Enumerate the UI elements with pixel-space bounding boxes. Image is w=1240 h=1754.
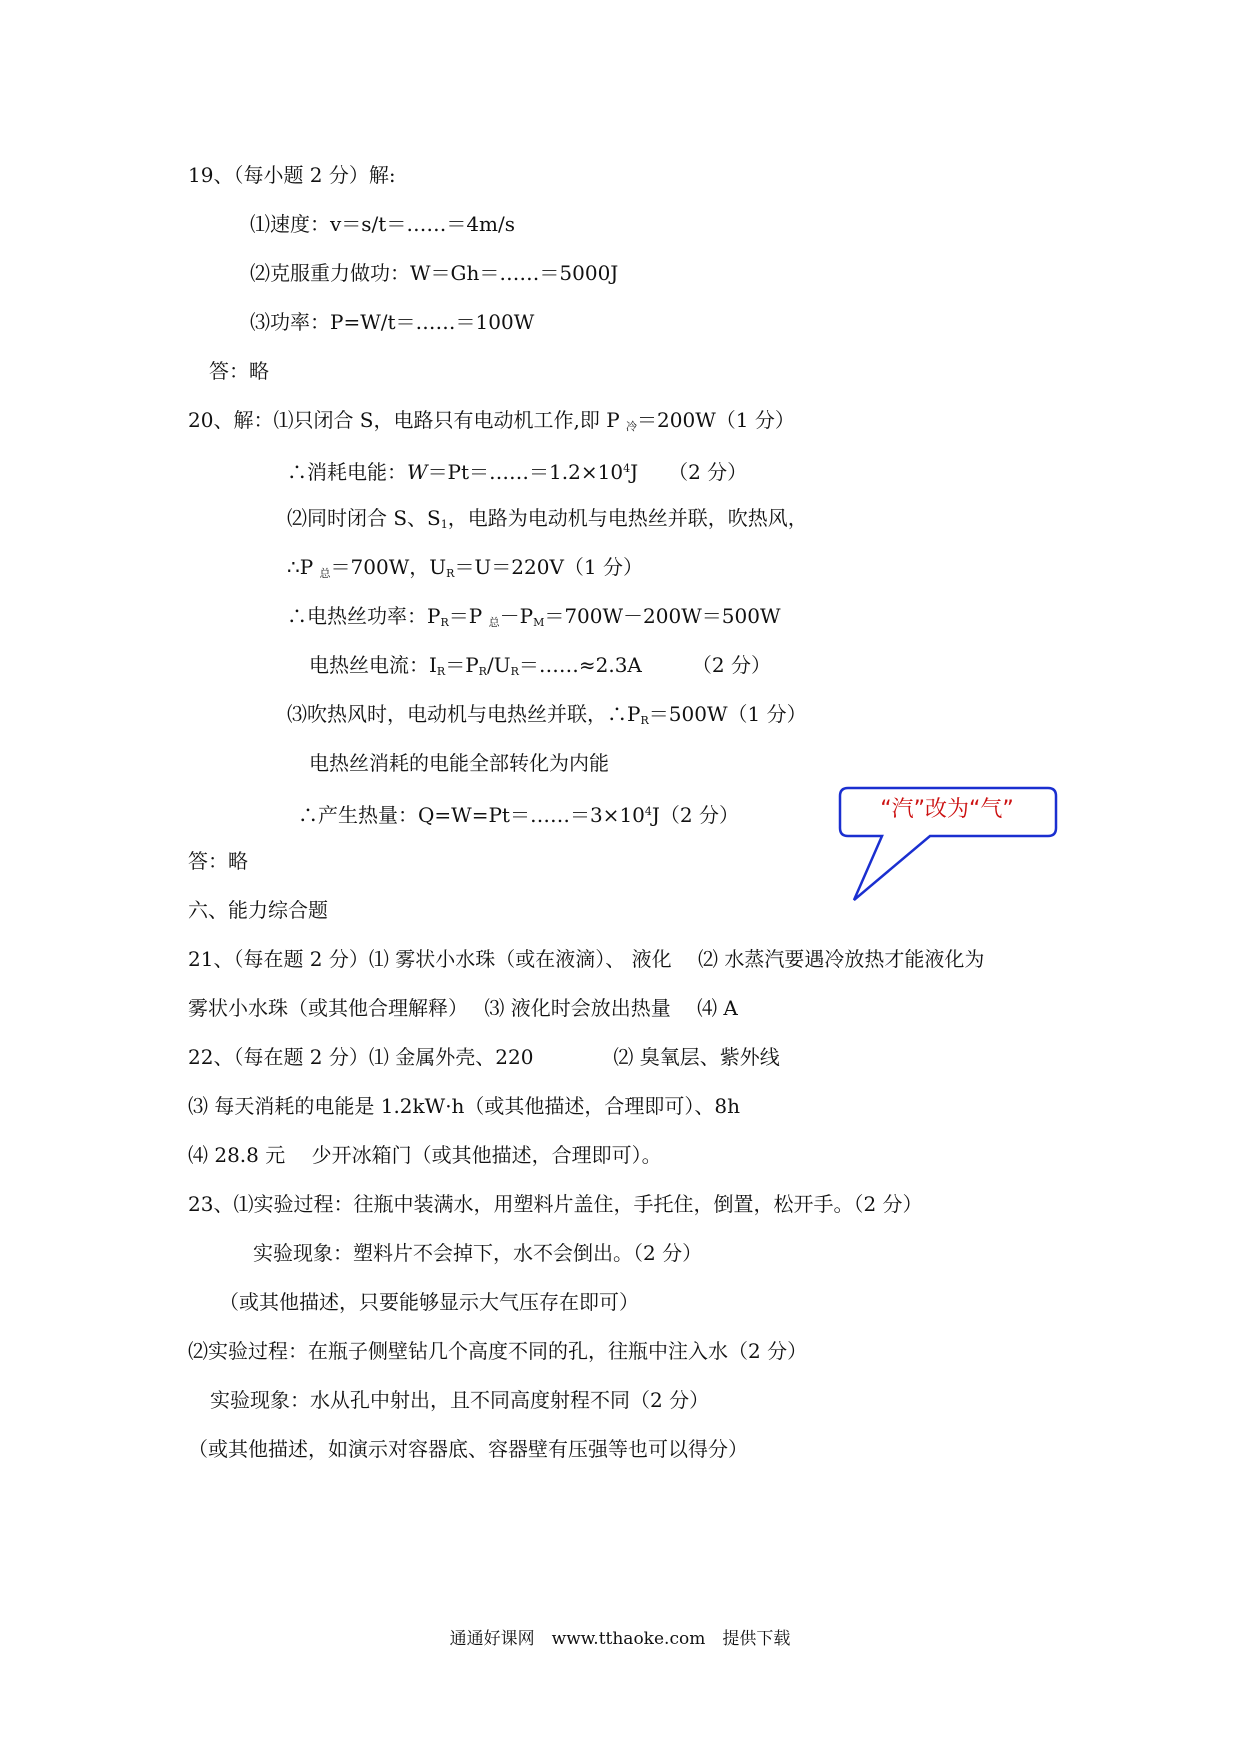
answer-line-25: ⑵实验过程：在瓶子侧壁钻几个高度不同的孔，往瓶中注入水（2 分）	[188, 1339, 808, 1363]
answer-line-6: 20、解：⑴只闭合 S，电路只有电动机工作,即 P $_冷$＝200W（1 分）	[188, 408, 795, 433]
answer-line-19: 22、（每在题 2 分）⑴ 金属外壳、220 ⑵ 臭氧层、紫外线	[188, 1045, 780, 1069]
answer-line-5: 答：略	[209, 359, 269, 383]
answer-line-8: ⑵同时闭合 S、$S_1$，电路为电动机与电热丝并联，吹热风，	[287, 506, 808, 531]
answer-line-10: ∴电热丝功率：$P_R=P$ $_总-P_M=700W-200W=500W$	[287, 604, 781, 629]
answer-line-18: 雾状小水珠（或其他合理解释） ⑶ 液化时会放出热量 ⑷ A	[188, 996, 738, 1020]
answer-line-11: 电热丝电流：$I_R=P_R/U_R=\dots\dots\approx 2.3A$ （2 分）	[309, 653, 771, 678]
answer-line-14: ∴产生热量：$Q=W=Pt=\dots\dots=3\times 10^4J(2$ 分）	[298, 803, 740, 827]
answer-line-17: 21、（每在题 2 分）⑴ 雾状小水珠（或在液滴）、 液化 ⑵ 水蒸汽要遇冷放热才能液化为	[188, 947, 985, 971]
answer-line-2: ⑴速度：v＝s/t＝……＝4m/s	[250, 212, 516, 236]
answer-line-27: （或其他描述，如演示对容器底、容器壁有压强等也可以得分）	[188, 1437, 748, 1461]
footer-note: 通通好课网 www.tthaoke.com 提供下载	[449, 1629, 791, 1649]
answer-line-13: 电热丝消耗的电能全部转化为内能	[309, 751, 609, 775]
answer-line-23: 实验现象：塑料片不会掉下，水不会倒出。（2 分）	[253, 1241, 703, 1265]
answer-line-12: ⑶吹热风时，电动机与电热丝并联，$\therefore P_R=500W(1$ 分）	[287, 702, 807, 727]
answer-line-9: ∴P $_总$＝700W，$U_R=U=220V(1$ 分）	[287, 555, 643, 580]
answer-line-7: ∴消耗电能：$W=Pt=\dots\dots=1.2\times 10^4J$ （2 分）	[287, 460, 748, 484]
answer-line-22: 23、⑴实验过程：往瓶中装满水，用塑料片盖住，手托住，倒置，松开手。（2 分）	[188, 1192, 923, 1216]
answer-line-3: ⑵克服重力做功：W＝Gh＝……＝5000J	[250, 261, 619, 285]
answer-line-21: ⑷ 28.8 元 少开冰箱门（或其他描述，合理即可）。	[188, 1143, 662, 1167]
answer-line-26: 实验现象：水从孔中射出，且不同高度射程不同（2 分）	[210, 1388, 710, 1412]
callout-text: “汽”改为“气”	[880, 797, 1014, 822]
answer-line-1: 19、（每小题 2 分）解:	[188, 163, 396, 187]
answer-line-4: ⑶功率：P=W/t＝……＝100W	[250, 310, 535, 334]
answer-line-24: （或其他描述，只要能够显示大气压存在即可）	[219, 1290, 639, 1314]
answer-line-20: ⑶ 每天消耗的电能是 1.2kW·h（或其他描述，合理即可）、8h	[188, 1094, 741, 1118]
answer-line-15: 答：略	[188, 849, 248, 873]
answer-line-16: 六、能力综合题	[188, 898, 328, 922]
